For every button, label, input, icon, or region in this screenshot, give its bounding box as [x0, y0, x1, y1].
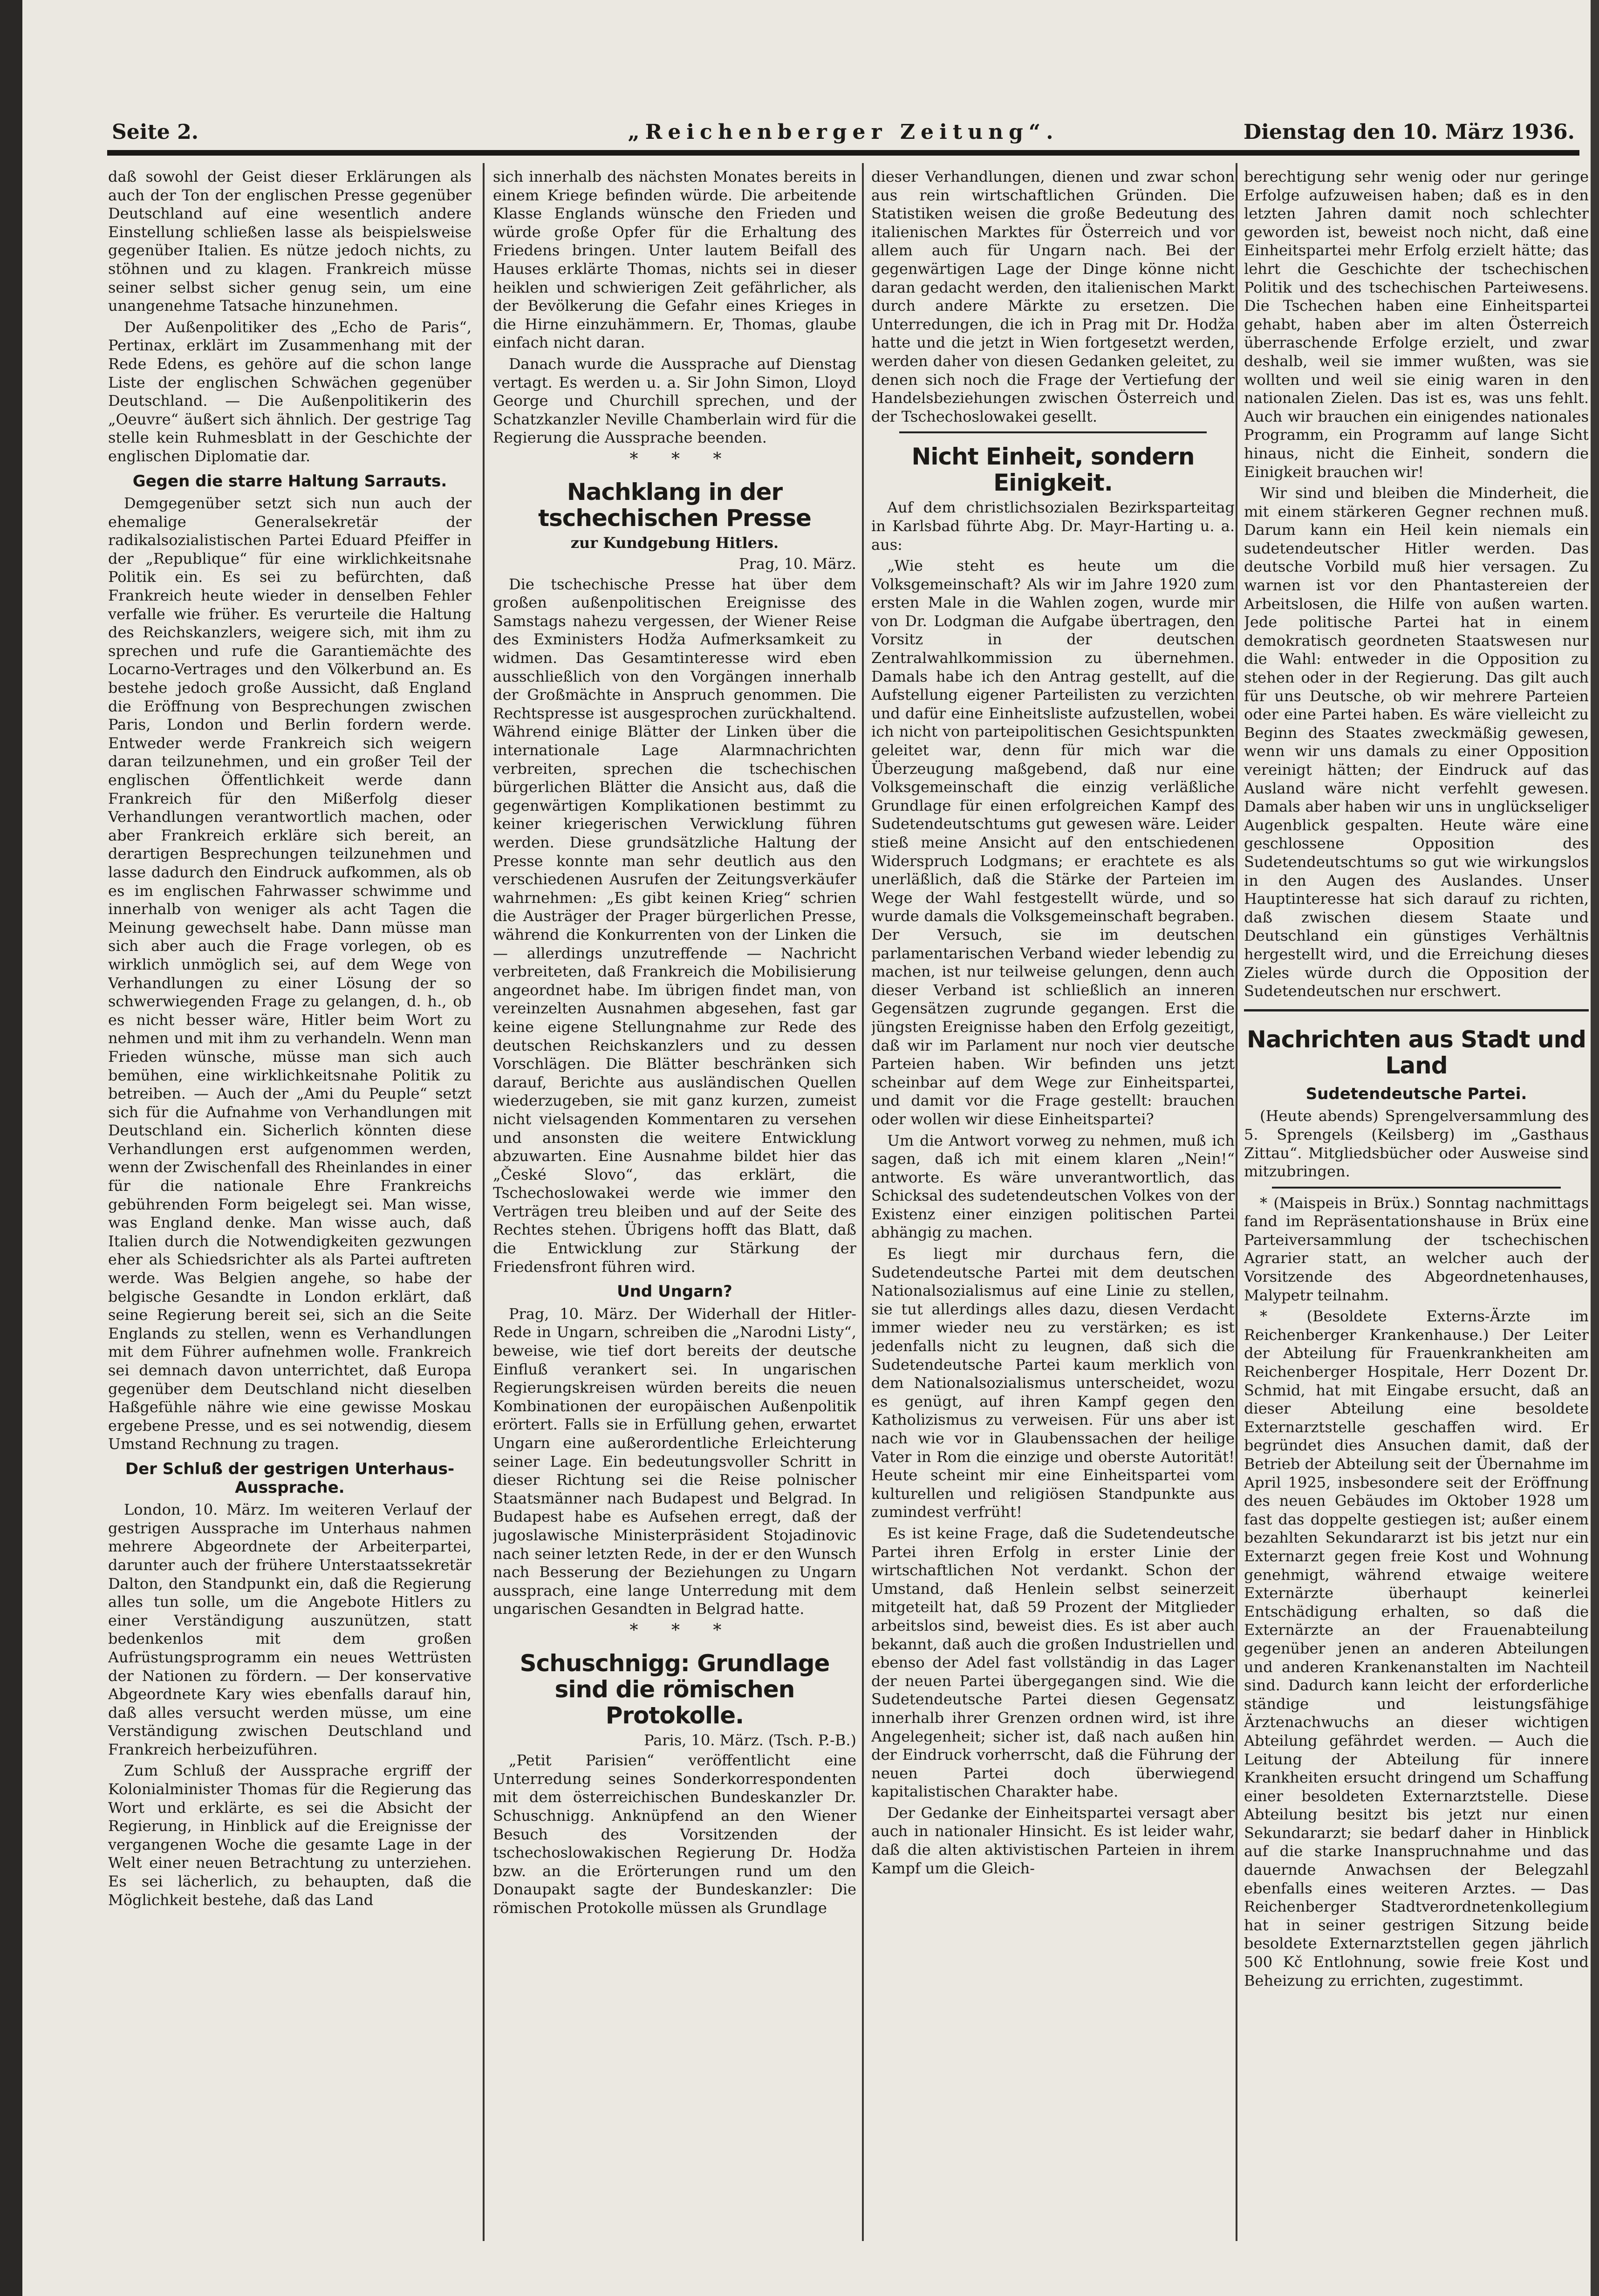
- section-heading: Sudetendeutsche Partei.: [1305, 1084, 1527, 1103]
- page-header: [112, 120, 1575, 148]
- section-heading: Gegen die starre Haltung Sarrauts.: [132, 472, 447, 491]
- column-4: [1244, 168, 1589, 2264]
- article-divider: [899, 431, 1207, 433]
- article-paragraph: „Wie steht es heute um die Volksgemeinschaft? Als wir im Jahre 1920 zum ersten Male in die Wahlen zogen, wurde mir von Dr. Lodgman die Aufgabe übertragen, den Vorsitz in der deutschen Zentralwahlkommission zu übernehmen. Damals habe ich den Antrag gestellt, auf die Aufstellung eigener Parteilisten zu verzichten und dafür eine Einheitsliste aufzustellen, wobei ich nicht von parteipolitischen Gesichtspunkten geleitet war, denn für mich war die Überzeugung maßgebend, daß nur eine Volksgemeinschaft die einzig verläßliche Grundlage für einen erfolgreichen Kampf des Sudetendeutschtums gut gewesen wäre. Leider stieß meine Ansicht auf den entschiedenen Widerspruch Lodgmans; er erachtete es als unerläßlich, daß die Stärke der Parteien im Wege der Wahl festgestellt würde, und so wurde damals die Volksgemeinschaft begraben. Der Versuch, sie im deutschen parlamentarischen Verband wieder lebendig zu machen, ist nur teilweise gelungen, denn auch dieser Verband ist schließlich an inneren Gegensätzen zugrunde gegangen. Erst die jüngsten Ereignisse haben den Erfolg gezeitigt, daß wir im Parlament nur noch vier deutsche Parteien haben. Wir befinden uns jetzt scheinbar auf dem Wege zur Einheitspartei, und damit vor die Frage gestellt: brauchen oder wollen wir diese Einheitspartei?: [871, 557, 1235, 1128]
- section-banner: Nachrichten aus Stadt und Land: [1247, 1025, 1586, 1079]
- column-2: [493, 168, 856, 2264]
- article-paragraph: daß sowohl der Geist dieser Erklärungen als auch der Ton der englischen Presse gegenüber Deutschland auf eine wesentlich andere Einstellung schließen lasse als beispielsweise gegenüber Italien. Es nütze jedoch nichts, zu stöhnen und zu klagen. Frankreich müsse seiner selbst sicher genug sein, um eine unangenehme Tatsache hinzunehmen.: [108, 168, 472, 315]
- article-paragraph: Um die Antwort vorweg zu nehmen, muß ich sagen, daß ich mit einem klaren „Nein!“ antworte. Es wäre unverantwortlich, das Schicksal des sudetendeutschen Volkes von der Existenz einer einzigen politischen Partei abhängig zu machen.: [871, 1131, 1235, 1242]
- article-paragraph: Der Gedanke der Einheitspartei versagt aber auch in nationaler Hinsicht. Es ist leider wahr, daß die alten aktivistischen Parteien in ihrem Kampf um die Gleich-: [871, 1804, 1235, 1877]
- article-paragraph: Wir sind und bleiben die Minderheit, die mit einem stärkeren Gegner rechnen muß. Darum kann ein Heil kein niemals ein sudetendeutscher Hitler werden. Das deutsche Vorbild muß hier versagen. Zu warnen ist vor den Phantastereien der Arbeitslosen, die Hilfe von außen warten. Jede politische Partei hat in einem demokratisch geordneten Staatswesen nur die Wahl: entweder in die Opposition zu stehen oder in der Regierung. Das gilt auch für uns Deutsche, ob wir mehrere Parteien oder eine Partei haben. Es wäre vielleicht zu Beginn des Staates zweckmäßig gewesen, wenn wir uns damals zu einer Opposition vereinigt hätten; der Eindruck auf das Ausland wäre nicht verfehlt gewesen. Damals aber haben wir uns in unglückseliger Augenblick gespalten. Heute wäre eine geschlossene Opposition des Sudetendeutschtums so gut wie wirkungslos in den Augen des Auslandes. Unser Hauptinteresse hat sich darauf zu richten, daß zwischen diesem Staate und Deutschland ein günstiges Verhältnis hergestellt wird, und die Erreichung dieses Zieles würde durch die Opposition der Sudetendeutschen nur erschwert.: [1244, 484, 1589, 1000]
- article-paragraph: „Petit Parisien“ veröffentlicht eine Unterredung seines Sonderkorrespondenten mit dem österreichischen Bundeskanzler Dr. Schuschnigg. Anknüpfend an den Wiener Besuch des Vorsitzenden der tschechoslowakischen Regierung Dr. Hodža bzw. an die Erörterungen rund um den Donaupakt sagte der Bundeskanzler: Die römischen Protokolle müssen als Grundlage: [493, 1751, 856, 1917]
- article-paragraph: Es ist keine Frage, daß die Sudetendeutsche Partei ihren Erfolg in erster Linie der wirtschaftlichen Not verdankt. Schon der Umstand, daß Henlein selbst seinerzeit mitgeteilt hat, daß 59 Prozent der Mitglieder arbeitslos sind, beweist dies. Es ist aber auch bekannt, daß auch die großen Industriellen und ebenso der Adel fast vollständig in das Lager der neuen Partei übergegangen sind. Wie die Sudetendeutsche Partei diesen Gegensatz innerhalb ihrer Grenzen ordnen wird, ist ihre Angelegenheit; sicher ist, daß nach außen hin der Eindruck vorherrscht, daß die Führung der neuen Partei doch überwiegend kapitalistischen Charakter habe.: [871, 1524, 1235, 1801]
- column-divider: [862, 163, 864, 2241]
- article-paragraph: sich innerhalb des nächsten Monates bereits in einem Kriege befinden würde. Die arbeitende Klasse Englands wünsche den Frieden und würde große Opfer für die Erhaltung des Friedens bringen. Unter lautem Beifall des Hauses erklärte Thomas, nichts sei in dieser heiklen und schwierigen Zeit gefährlicher, als der Bevölkerung die Gefahr eines Krieges in die Hirne einzuhämmern. Er, Thomas, glaube einfach nicht daran.: [493, 168, 856, 352]
- separator-stars: * * *: [629, 449, 736, 469]
- article-paragraph: dieser Verhandlungen, dienen und zwar schon aus rein wirtschaftlichen Gründen. Die Statistiken weisen die große Bedeutung des italienischen Marktes für Österreich und vor allem auch für Ungarn nach. Bei der gegenwärtigen Lage der Dinge könne nicht daran gedacht werden, den italienischen Markt durch andere Märkte zu ersetzen. Die Unterredungen, die ich in Prag mit Dr. Hodža hatte und die jetzt in Wien fortgesetzt werden, werden daher von diesen Gedanken geleitet, zu denen sich noch die Frage der Vertiefung der Handelsbeziehungen zwischen Österreich und der Tschechoslowakei gesellt.: [871, 168, 1235, 425]
- article-headline: Nachklang in der tschechischen Presse: [538, 478, 811, 532]
- article-paragraph: Zum Schluß der Aussprache ergriff der Kolonialminister Thomas für die Regierung das Wort und erklärte, es sei die Absicht der Regierung, in Hinblick auf die Ereignisse der vergangenen Woche die gesamte Lage in der Welt einer neuen Betrachtung zu unterziehen. Es sei lächerlich, zu behaupten, daß die Möglichkeit bestehe, daß das Land: [108, 1762, 472, 1909]
- article-headline: Nicht Einheit, sondern Einigkeit.: [911, 443, 1195, 497]
- article-paragraph: London, 10. März. Im weiteren Verlauf der gestrigen Aussprache im Unterhaus nahmen mehrere Abgeordnete der Arbeiterpartei, darunter auch der frühere Unterstaatssekretär Dalton, den Standpunkt ein, daß die Regierung alles tun solle, um die Angebote Hitlers zu einer Verständigung auszunützen, statt bedenkenlos mit dem großen Aufrüstungsprogramm ein neues Wettrüsten der Nationen zu fördern. — Der konservative Abgeordnete Kary wies ebenfalls darauf hin, daß alles versucht werden müsse, um eine Verständigung zwischen Deutschland und Frankreich herbeizuführen.: [108, 1501, 472, 1758]
- article-paragraph: Demgegenüber setzt sich nun auch der ehemalige Generalsekretär der radikalsozialistischen Partei Eduard Pfeiffer in der „Republique“ für eine wirklichkeitsnahe Politik ein. Es sei zu befürchten, daß Frankreich heute wieder in denselben Fehler verfalle wie früher. Es verurteile die Haltung des Reichskanzlers, weigere sich, mit ihm zu sprechen und rufe die Garantiemächte des Locarno-Vertrages und den Völkerbund an. Es bestehe jedoch große Aussicht, daß England die Eröffnung von Besprechungen zwischen Paris, London und Berlin fordern werde. Entweder werde Frankreich sich weigern daran teilzunehmen, und ein großer Teil der englischen Öffentlichkeit werde dann Frankreich für den Mißerfolg dieser Verhandlungen verantwortlich machen, oder aber Frankreich erkläre sich bereit, an derartigen Besprechungen teilzunehmen und lasse dadurch den Eindruck aufkommen, als ob es im englischen Fahrwasser schwimme und innerhalb von weniger als acht Tagen die Meinung gewechselt habe. Dann müsse man sich aber auch die Frage vorlegen, ob es wirklich unmöglich sei, auf dem Wege von Verhandlungen zu einer Lösung der so schwerwiegenden Frage zu gelangen, d. h., ob es nicht besser wäre, Hitler beim Wort zu nehmen und mit ihm zu verhandeln. Wenn man Frieden wünsche, müsse man sich auch bemühen, eine wirklichkeitsnahe Politik zu betreiben. — Auch der „Ami du Peuple“ setzt sich für die Aufnahme von Verhandlungen mit Deutschland ein. Sicherlich könnten diese Verhandlungen erst aufgenommen werden, wenn der Zwischenfall des Rheinlandes in einer für die nationale Ehre Frankreichs gebührenden Form beigelegt sei. Man wisse, was England denke. Man wisse auch, daß Italien durch die Notwendigkeiten gezwungen eher als Schiedsrichter als als Partei auftreten werde. Was Belgien angehe, so habe der belgische Gesandte in London erklärt, daß seine Regierung bereit sei, sich an die Seite Englands zu stellen, wenn es Verhandlungen mit dem Führer aufnehmen wolle. Frankreich sei demnach davon unterrichtet, daß Europa gegenüber dem Deutschland nicht dieselben Haßgefühle nähre wie eine gewisse Moskau ergebene Presse, und es sei notwendig, diesem Umstand Rechnung zu tragen.: [108, 494, 472, 1453]
- article-headline: Schuschnigg: Grundlage sind die römischen Protokolle.: [519, 1649, 830, 1729]
- section-heading: Und Ungarn?: [617, 1282, 732, 1301]
- item-divider: [1272, 1187, 1561, 1189]
- article-paragraph: Danach wurde die Aussprache auf Dienstag vertagt. Es werden u. a. Sir John Simon, Lloyd George und Churchill sprechen, und der Schatzkanzler Neville Chamberlain wird für die Regierung die Aussprache beenden.: [493, 355, 856, 447]
- article-paragraph: berechtigung sehr wenig oder nur geringe Erfolge aufzuweisen haben; daß es in den letzten Jahren damit noch schlechter geworden ist, beweist noch nicht, daß eine Einheitspartei mehr Erfolg erzielt hätte; das lehrt die Geschichte der tschechischen Politik und des tschechischen Parteiwesens. Die Tschechen haben eine Einheitspartei gehabt, haben aber im alten Österreich überraschende Erfolge erzielt, und zwar deshalb, weil sie immer wußten, was sie wollten und weil sie einig waren in den nationalen Zielen. Das ist es, was uns fehlt. Auch wir brauchen ein einigendes nationales Programm, ein Programm auf lange Sicht hinaus, nicht die Einheit, sondern die Einigkeit brauchen wir!: [1244, 168, 1589, 481]
- article-paragraph: Es liegt mir durchaus fern, die Sudetendeutsche Partei mit dem deutschen Nationalsozialismus auf eine Linie zu stellen, sie tut allerdings alles dazu, diesen Verdacht immer wieder neu zu verstärken; es ist jedenfalls nicht zu leugnen, daß sich die Sudetendeutsche Partei kaum merklich von dem Nationalsozialismus unterscheidet, wozu es genügt, auf ihren Kampf gegen den Katholizismus zu verweisen. Für uns aber ist nach wie vor in Glaubenssachen der heilige Vater in Rom die einzige und oberste Autorität! Heute scheint mir eine Einheitspartei vom kulturellen und religiösen Standpunkte aus zumindest verfrüht!: [871, 1245, 1235, 1521]
- column-1: [108, 168, 472, 2264]
- news-item: * (Besoldete Externs-Ärzte im Reichenberger Krankenhause.) Der Leiter der Abteilung für Frauenkrankheiten am Reichenberger Hospitale, Herr Dozent Dr. Schmid, hat mit Eingabe ersucht, daß an dieser Abteilung eine besoldete Externarztstelle geschaffen wird. Er begründet dies Ansuchen damit, daß der Betrieb der Abteilung seit der Übernahme im April 1925, insbesondere seit der Eröffnung des neuen Gebäudes im Oktober 1928 um fast das doppelte gestiegen ist; außer einem bezahlten Sekundararzt ist bis jetzt nur ein Externarzt gegen freie Kost und Wohnung genehmigt, während etwaige weitere Externärzte überhaupt keinerlei Entschädigung erhalten, so daß die Externärzte an der Frauenabteilung gegenüber jenen an anderen Abteilungen und anderen Krankenanstalten im Nachteil sind. Dadurch kann leicht der erforderliche ständige und leistungsfähige Ärztenachwuchs an dieser wichtigen Abteilung gefährdet werden. — Auch die Leitung der Abteilung für innere Krankheiten ersucht dringend um Schaffung einer besoldeten Externarztstelle. Diese Abteilung besitzt bis jetzt nur einen Sekundararzt; sie bedarf daher in Hinblick auf die starke Inanspruchnahme und das dauernde Anwachsen der Belegzahl ebenfalls eines weiteren Arztes. — Das Reichenberger Stadtverordnetenkollegium hat in seiner gestrigen Sitzung beide besoldete Externarztstellen gegen jährlich 500 Kč Entlohnung, sowie freie Kost und Beheizung zu errichten, zugestimmt.: [1244, 1307, 1589, 1989]
- article-subheadline: zur Kundgebung Hitlers.: [570, 533, 779, 552]
- section-heading: Der Schluß der gestrigen Unterhaus-Aussprache.: [125, 1459, 455, 1497]
- newspaper-title: „Reichenberger Zeitung“.: [628, 120, 1059, 144]
- scan-border-left: [0, 0, 22, 2296]
- page-number: Seite 2.: [112, 120, 199, 144]
- article-paragraph: Die tschechische Presse hat über dem großen außenpolitischen Ereignisse des Samstags nahezu vergessen, der Wiener Reise des Exministers Hodža Aufmerksamkeit zu widmen. Das Gesamtinteresse wird eben ausschließlich von den Vorgängen innerhalb der Großmächte in Anspruch genommen. Die Rechtspresse ist ausgesprochen zurückhaltend. Während einige Blätter der Linken über die internationale Lage Alarmnachrichten verbreiten, sprechen die tschechischen bürgerlichen Blätter die Ansicht aus, daß die gegenwärtigen Komplikationen bestimmt zu keiner kriegerischen Verwicklung führen werden. Diese grundsätzliche Haltung der Presse konnte man sehr deutlich aus den verschiedenen Ausrufen der Zeitungsverkäufer wahrnehmen: „Es gibt keinen Krieg“ schrien die Austräger der Prager bürgerlichen Presse, während die Konkurrenten von der Linken die — allerdings unzutreffende — Nachricht verbreiteten, daß Frankreich die Mobilisierung angeordnet habe. Im übrigen findet man, von vereinzelten Ausnahmen abgesehen, fast gar keine eigene Stellungnahme zur Rede des deutschen Reichskanzlers und zu dessen Vorschlägen. Die Blätter beschränken sich darauf, Berichte aus ausländischen Quellen wiederzugeben, sie mit ganz kurzen, zumeist nicht vielsagenden Kommentaren zu versehen und ansonsten die weitere Entwicklung abzuwarten. Eine Ausnahme bildet hier das „České Slovo“, das erklärt, die Tschechoslowakei werde wie immer den Verträgen treu bleiben und auf der Seite des Rechtes stehen. Übrigens hofft das Blatt, daß die Entwicklung zur Stärkung der Friedensfront führen wird.: [493, 575, 856, 1276]
- article-paragraph: Prag, 10. März. Der Widerhall der Hitler-Rede in Ungarn, schreiben die „Narodni Listy“, beweise, wie tief dort bereits der deutsche Einfluß verankert sei. In ungarischen Regierungskreisen würden bereits die neuen Kombinationen der europäischen Außenpolitik erörtert. Falls sie in Erfüllung gehen, erwartet Ungarn eine außerordentliche Erleichterung seiner Lage. Ein bedeutungsvoller Schritt in dieser Richtung sei die Reise polnischer Staatsmänner nach Budapest und Belgrad. In Budapest habe es Aufsehen erregt, daß der jugoslawische Ministerpräsident Stojadinovic nach seiner letzten Rede, in der er den Wunsch nach Besserung der Beziehungen zu Ungarn aussprach, eine lange Unterredung mit dem ungarischen Gesandten in Belgrad hatte.: [493, 1305, 856, 1618]
- article-paragraph: Auf dem christlichsozialen Bezirksparteitag in Karlsbad führte Abg. Dr. Mayr-Harting u. a. aus:: [871, 499, 1235, 554]
- column-divider: [483, 163, 485, 2241]
- separator-stars: * * *: [629, 1620, 736, 1640]
- dateline: Prag, 10. März.: [739, 555, 856, 573]
- article-paragraph: Der Außenpolitiker des „Echo de Paris“, Pertinax, erklärt im Zusammenhang mit der Rede Edens, es gehöre auf die schon lange Liste der englischen Schwächen gegenüber Deutschland. — Die Außenpolitikerin des „Oeuvre“ äußert sich ähnlich. Der gestrige Tag stelle kein Ruhmesblatt in der Geschichte der englischen Diplomatie dar.: [108, 318, 472, 465]
- dateline: Paris, 10. März. (Tsch. P.-B.): [644, 1731, 856, 1749]
- news-item: (Heute abends) Sprengelversammlung des 5. Sprengels (Keilsberg) im „Gasthaus Zittau“. Mitgliedsbücher oder Ausweise sind mitzubringen.: [1244, 1107, 1589, 1181]
- news-item: * (Maispeis in Brüx.) Sonntag nachmittags fand im Repräsentationshause in Brüx eine Parteiversammlung der tschechischen Agrarier statt, an welcher auch der Vorsitzende des Abgeordnetenhauses, Malypetr teilnahm.: [1244, 1194, 1589, 1304]
- issue-date: Dienstag den 10. März 1936.: [1244, 120, 1575, 144]
- column-3: [871, 168, 1235, 2264]
- column-divider: [1236, 163, 1237, 2241]
- scan-border-right: [1591, 0, 1599, 2296]
- header-rule: [107, 150, 1579, 156]
